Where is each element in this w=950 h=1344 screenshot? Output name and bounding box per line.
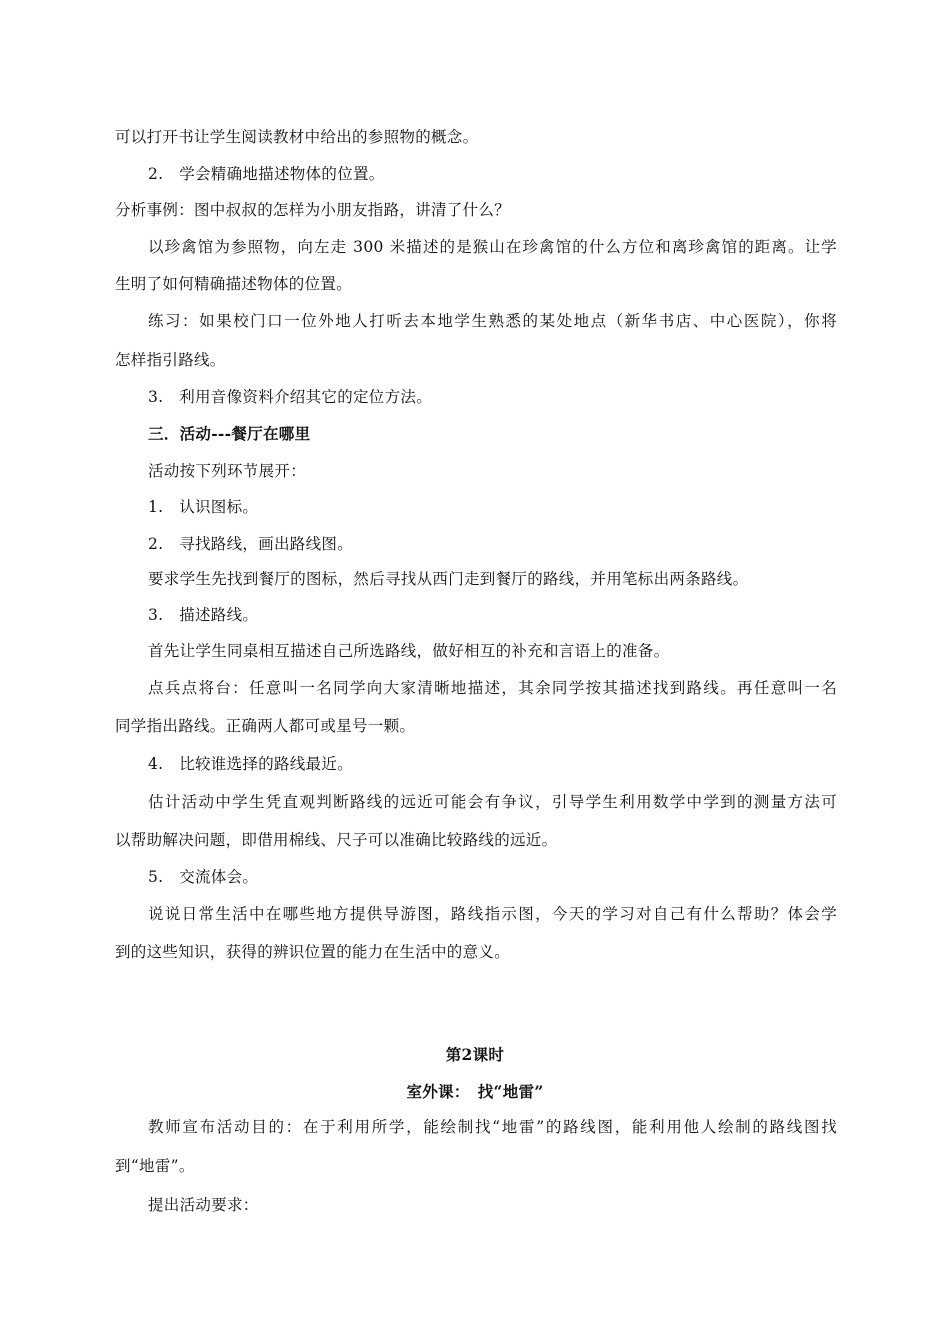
section-heading: 三．活动---餐厅在哪里 (148, 424, 311, 443)
paragraph-line: 练习：如果校门口一位外地人打听去本地学生熟悉的某处地点（新华书店、中心医院），你将 (148, 312, 837, 330)
lesson-heading: 第2课时 (445, 1045, 505, 1064)
list-item: 1. 认识图标。 (148, 498, 259, 516)
paragraph-line: 要求学生先找到餐厅的图标，然后寻找从西门走到餐厅的路线，并用笔标出两条路线。 (148, 570, 749, 588)
paragraph-line: 估计活动中学生凭直观判断路线的远近可能会有争议，引导学生利用数学中学到的测量方法可 (148, 793, 837, 811)
list-item: 3. 利用音像资料介绍其它的定位方法。 (148, 388, 432, 406)
paragraph-line: 教师宣布活动目的：在于利用所学，能绘制找“地雷”的路线图，能利用他人绘制的路线图找 (148, 1118, 837, 1136)
list-item: 2. 寻找路线，画出路线图。 (148, 535, 353, 553)
paragraph-line: 到“地雷”。 (115, 1157, 195, 1175)
paragraph-line: 提出活动要求： (148, 1196, 259, 1214)
list-item: 2. 学会精确地描述物体的位置。 (148, 165, 385, 183)
paragraph-line: 以珍禽馆为参照物，向左走 300 米描述的是猴山在珍禽馆的什么方位和离珍禽馆的距离。让学 (148, 238, 837, 256)
paragraph-line: 生明了如何精确描述物体的位置。 (115, 275, 353, 293)
list-item: 3. 描述路线。 (148, 606, 259, 624)
paragraph-line: 怎样指引路线。 (115, 351, 226, 369)
list-item: 4. 比较谁选择的路线最近。 (148, 755, 353, 773)
paragraph-line: 以帮助解决问题，即借用棉线、尺子可以准确比较路线的远近。 (115, 831, 558, 849)
paragraph-line: 说说日常生活中在哪些地方提供导游图，路线指示图，今天的学习对自己有什么帮助？体会学 (148, 905, 837, 923)
paragraph-line: 同学指出路线。正确两人都可或星号一颗。 (115, 717, 416, 735)
paragraph-line: 可以打开书让学生阅读教材中给出的参照物的概念。 (115, 128, 479, 146)
paragraph-line: 活动按下列环节展开： (148, 462, 307, 480)
paragraph-line: 分析事例：图中叔叔的怎样为小朋友指路，讲清了什么？ (115, 201, 511, 219)
paragraph-line: 首先让学生同桌相互描述自己所选路线，做好相互的补充和言语上的准备。 (148, 642, 670, 660)
paragraph-line: 到的这些知识，获得的辨识位置的能力在生活中的意义。 (115, 943, 511, 961)
list-item: 5. 交流体会。 (148, 868, 259, 886)
lesson-subheading: 室外课： 找“地雷” (406, 1082, 544, 1101)
paragraph-line: 点兵点将台：任意叫一名同学向大家清晰地描述，其余同学按其描述找到路线。再任意叫一名 (148, 679, 837, 697)
